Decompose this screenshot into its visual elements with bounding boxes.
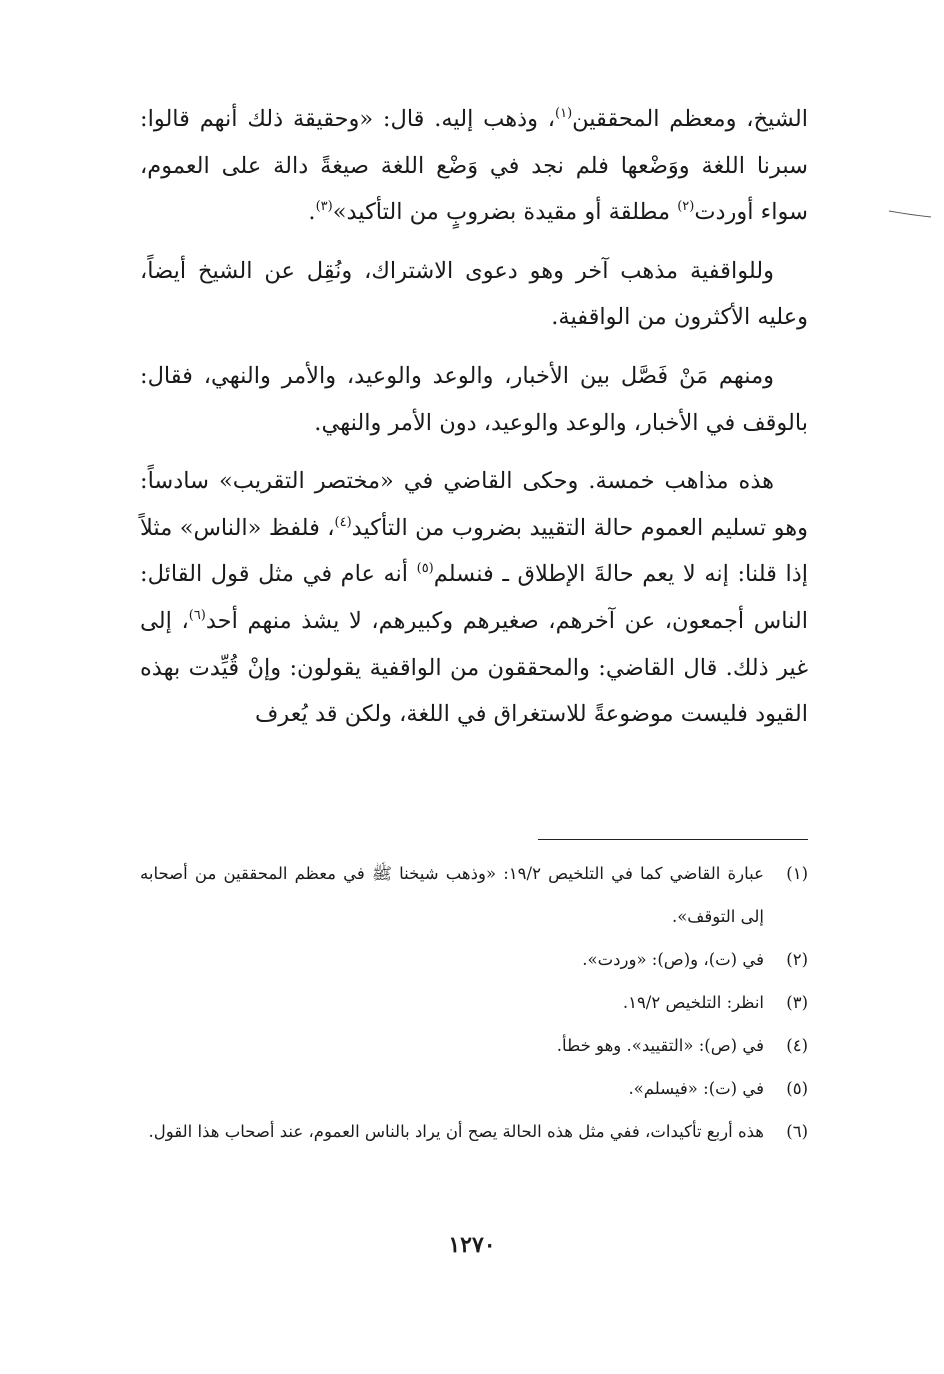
- footnote-4: [140, 1024, 808, 1067]
- text-segment: أنه عام في مثل قول القائل: الناس أجمعون، عن آخرهم، صغيرهم وكبيرهم، لا يشذ منهم أحد: [140, 561, 808, 634]
- footnote-text: في (ت): «فيسلم».: [628, 1079, 764, 1098]
- footnote-text: في (ت)، و(ص): «وردت».: [582, 950, 764, 969]
- text-segment: الشيخ، ومعظم المحققين: [572, 106, 808, 132]
- text-segment: مطلقة أو مقيدة بضروبٍ من التأكيد»: [332, 199, 678, 226]
- paragraph-2: وللواقفية مذهب آخر وهو دعوى الاشتراك، ونُقِل عن الشيخ أيضاً، وعليه الأكثرون من الواقفية.: [140, 257, 808, 331]
- main-text: [140, 96, 808, 738]
- paragraph-1: [140, 96, 808, 236]
- footnote-ref-4[interactable]: (٤): [334, 514, 352, 530]
- paragraph-4: [140, 458, 808, 738]
- footnote-text: عبارة القاضي كما في التلخيص ١٩/٢: «وذهب شيخنا ﷺ في معظم المحققين من أصحابه إلى التوقف».: [140, 864, 764, 926]
- text-segment: هذه مذاهب خمسة. وحكى القاضي في «مختصر التقريب» سادساً: وهو تسليم العموم حالة التقييد بضروب من التأكيد: [140, 468, 808, 541]
- text-segment: .: [308, 199, 316, 226]
- footnote-ref-2[interactable]: (٢): [677, 199, 695, 215]
- footnote-number: (٦): [786, 1122, 808, 1141]
- footnote-3: [140, 981, 808, 1024]
- text-segment: ، إلى غير ذلك. قال القاضي: والمحققون من الواقفية يقولون: وإنْ قُيِّدت بهذه القيود فليست موضوعةً للاستغراق في اللغة، ولكن قد يُعرف: [140, 607, 808, 728]
- footnote-separator: [538, 839, 808, 840]
- footnote-6: [140, 1110, 808, 1153]
- footnote-2: [140, 938, 808, 981]
- footnote-1: [140, 852, 808, 938]
- footnote-5: [140, 1067, 808, 1110]
- paragraph-3: ومنهم مَنْ فَصَّل بين الأخبار، والوعد والوعيد، والأمر والنهي، فقال: بالوقف في الأخبار، والوعد والوعيد، دون الأمر والنهي.: [140, 362, 808, 436]
- footnote-ref-1[interactable]: (١): [555, 106, 573, 121]
- text-segment: ، فلفظ «الناس» مثلاً إذا قلنا: إنه لا يعم حالةَ الإطلاق ـ فنسلم: [140, 514, 809, 588]
- footnote-ref-6[interactable]: (٦): [188, 607, 206, 623]
- footnote-number: (١): [786, 864, 808, 883]
- footnote-number: (٢): [786, 950, 808, 969]
- footnote-ref-3[interactable]: (٣): [315, 199, 333, 215]
- footnote-number: (٥): [786, 1079, 808, 1098]
- footnote-number: (٤): [786, 1036, 808, 1055]
- margin-pen-mark: [888, 208, 932, 220]
- footnote-number: (٣): [786, 993, 808, 1012]
- text-segment: ، وذهب إليه. قال: «وحقيقة ذلك أنهم قالوا: سبرنا اللغة ووَضْعها فلم نجد في وَضْع اللغة صيغةً دالة على العموم، سواء أوردت: [140, 106, 808, 226]
- footnote-text: هذه أربع تأكيدات، ففي مثل هذه الحالة يصح أن يراد بالناس العموم، عند أصحاب هذا القول.: [148, 1122, 764, 1141]
- footnote-text: انظر: التلخيص ١٩/٢.: [622, 993, 764, 1012]
- footnote-text: في (ص): «التقييد». وهو خطأ.: [556, 1036, 764, 1055]
- footnotes: [140, 852, 808, 1153]
- page-number: ١٢٧٠: [448, 1232, 496, 1258]
- footnote-ref-5[interactable]: (٥): [416, 561, 434, 577]
